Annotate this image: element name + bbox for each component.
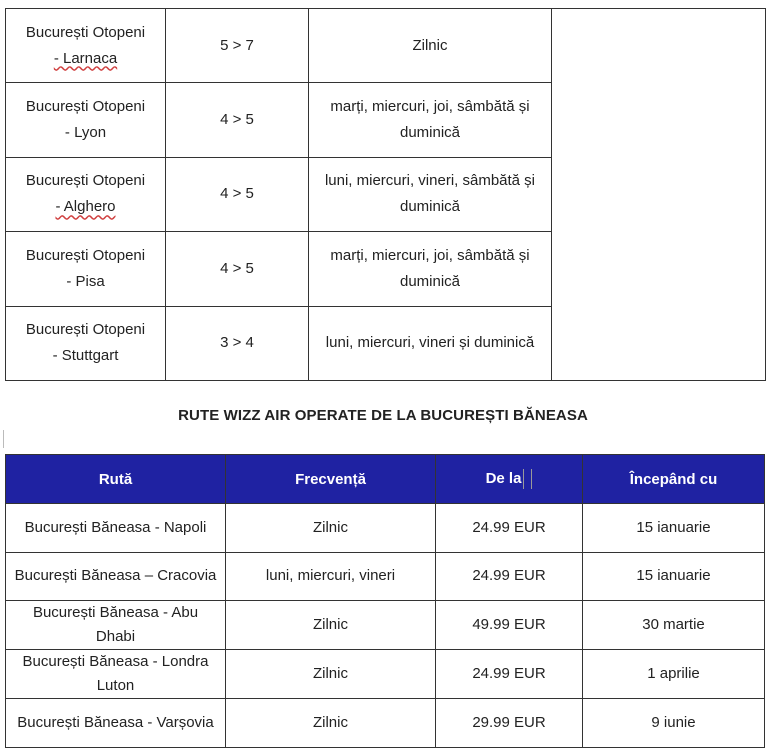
route-cell[interactable]: București Băneasa - Londra Luton [6,650,226,699]
days-cell[interactable]: luni, miercuri, vineri, sâmbătă și duminică [309,157,552,231]
frequency-change-cell[interactable]: 4 > 5 [166,83,309,157]
route-cell[interactable]: București Băneasa - Napoli [6,504,226,553]
route-cell[interactable]: București Băneasa - Varșovia [6,699,226,748]
start-date-cell[interactable]: 15 ianuarie [583,504,765,553]
frequency-change-cell[interactable]: 5 > 7 [166,9,309,83]
empty-cell[interactable] [552,9,766,381]
table-row [6,552,765,601]
frequency-cell[interactable]: Zilnic [226,650,436,699]
paragraph-mark [3,430,4,448]
start-date-cell[interactable]: 9 iunie [583,699,765,748]
days-cell[interactable]: luni, miercuri, vineri și duminică [309,306,552,380]
price-cell[interactable]: 49.99 EUR [436,601,583,650]
column-header-route[interactable]: Rută [6,455,226,504]
price-cell[interactable]: 24.99 EUR [436,650,583,699]
frequency-change-cell[interactable]: 3 > 4 [166,306,309,380]
route-cell[interactable]: București Otopeni - Stuttgart [6,306,166,380]
column-header-price[interactable]: De la [436,455,583,504]
days-cell[interactable]: marți, miercuri, joi, sâmbătă și duminică [309,83,552,157]
frequency-cell[interactable]: luni, miercuri, vineri [226,552,436,601]
route-cell[interactable]: București Băneasa - Abu Dhabi [6,601,226,650]
frequency-change-cell[interactable]: 4 > 5 [166,232,309,306]
frequency-cell[interactable]: Zilnic [226,601,436,650]
price-cell[interactable]: 24.99 EUR [436,552,583,601]
days-cell[interactable]: marți, miercuri, joi, sâmbătă și duminică [309,232,552,306]
table-row [6,504,765,553]
table-row [6,601,765,650]
table-row [6,650,765,699]
start-date-cell[interactable]: 30 martie [583,601,765,650]
text-cursor-icon [523,469,532,489]
days-cell[interactable]: Zilnic [309,9,552,83]
header-row [6,455,765,504]
frequency-cell[interactable]: Zilnic [226,699,436,748]
column-header-frequency[interactable]: Frecvență [226,455,436,504]
route-cell[interactable]: București Otopeni - Larnaca [6,9,166,83]
start-date-cell[interactable]: 15 ianuarie [583,552,765,601]
table-row [6,9,766,83]
price-cell[interactable]: 29.99 EUR [436,699,583,748]
baneasa-routes-table [5,454,765,748]
start-date-cell[interactable]: 1 aprilie [583,650,765,699]
route-cell[interactable]: București Băneasa – Cracovia [6,552,226,601]
price-cell[interactable]: 24.99 EUR [436,504,583,553]
frequency-cell[interactable]: Zilnic [226,504,436,553]
route-cell[interactable]: București Otopeni - Lyon [6,83,166,157]
otopeni-routes-table [5,8,766,381]
route-cell[interactable]: București Otopeni - Pisa [6,232,166,306]
section-heading: RUTE WIZZ AIR OPERATE DE LA BUCUREȘTI BĂNEASA [178,407,588,424]
frequency-change-cell[interactable]: 4 > 5 [166,157,309,231]
table-row [6,699,765,748]
column-header-start[interactable]: Începând cu [583,455,765,504]
route-cell[interactable]: București Otopeni - Alghero [6,157,166,231]
